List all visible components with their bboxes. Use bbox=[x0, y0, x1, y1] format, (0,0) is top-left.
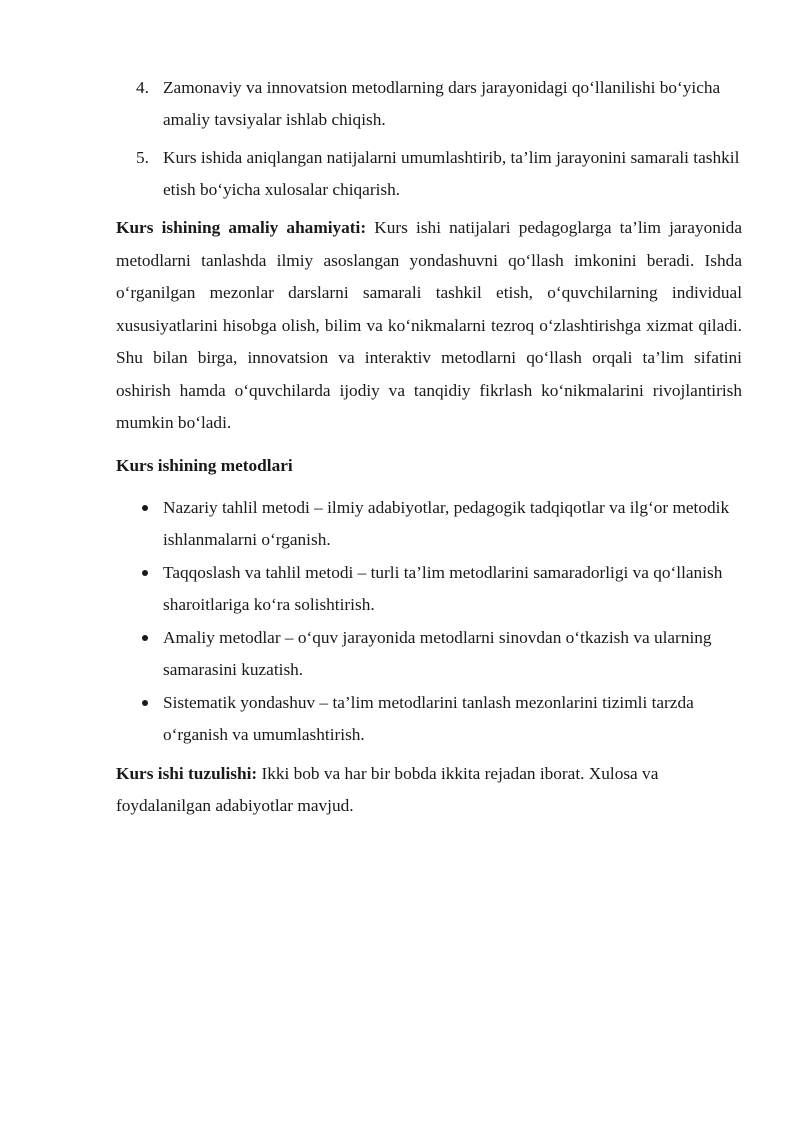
list-item bbox=[116, 687, 742, 751]
method-text: Amaliy metodlar – o‘quv jarayonida metodlarni sinovdan o‘tkazish va ularning samarasini kuzatish. bbox=[163, 627, 712, 679]
item-number: 4. bbox=[136, 78, 149, 97]
method-text: Taqqoslash va tahlil metodi – turli ta’lim metodlarini samaradorligi va qo‘llanish sharoitlariga ko‘ra solishtirish. bbox=[163, 562, 723, 614]
method-text: Nazariy tahlil metodi – ilmiy adabiyotlar, pedagogik tadqiqotlar va ilg‘or metodik ishlanmalarni o‘rganish. bbox=[163, 497, 730, 549]
methods-list bbox=[116, 492, 742, 751]
practical-significance-label: Kurs ishining amaliy ahamiyati: bbox=[116, 218, 367, 237]
practical-significance-paragraph bbox=[116, 212, 742, 440]
structure-text: Ikki bob va har bir bobda ikkita rejadan iborat. Xulosa va foydalanilgan adabiyotlar mavjud. bbox=[116, 763, 659, 815]
document-page bbox=[116, 72, 742, 823]
bullet-icon bbox=[142, 570, 148, 576]
methods-heading: Kurs ishining metodlari bbox=[116, 455, 293, 475]
bullet-icon bbox=[142, 700, 148, 706]
structure-paragraph bbox=[116, 758, 742, 823]
list-item bbox=[116, 622, 742, 686]
list-item bbox=[116, 72, 742, 136]
practical-significance-text: Kurs ishi natijalari pedagoglarga ta’lim jarayonida metodlarni tanlashda ilmiy asoslangan yondashuvni qo‘llash imkonini beradi. Ishda o‘rganilgan mezonlar darslarni samarali tashkil etish, o‘quvchilarning individual xususiyatlarini hisobga olish, bilim va ko‘nikmalarni tezroq o‘zlashtirishga xizmat qiladi. Shu bilan birga, innovatsion va interaktiv metodlarni qo‘llash orqali ta’lim sifatini oshirish hamda o‘quvchilarda ijodiy va tanqidiy fikrlash ko‘nikmalarini rivojlantirish mumkin bo‘ladi. bbox=[116, 218, 742, 432]
bullet-icon bbox=[142, 635, 148, 641]
list-item bbox=[116, 557, 742, 621]
bullet-icon bbox=[142, 505, 148, 511]
list-item bbox=[116, 142, 742, 206]
item-text: Zamonaviy va innovatsion metodlarning dars jarayonidagi qo‘llanilishi bo‘yicha amaliy tavsiyalar ishlab chiqish. bbox=[163, 78, 721, 129]
method-text: Sistematik yondashuv – ta’lim metodlarini tanlash mezonlarini tizimli tarzda o‘rganish va umumlashtirish. bbox=[163, 692, 694, 744]
numbered-list bbox=[116, 72, 742, 206]
list-item bbox=[116, 492, 742, 556]
item-number: 5. bbox=[136, 148, 149, 167]
structure-label: Kurs ishi tuzulishi: bbox=[116, 763, 258, 783]
item-text: Kurs ishida aniqlangan natijalarni umumlashtirib, ta’lim jarayonini samarali tashkil etish bo‘yicha xulosalar chiqarish. bbox=[163, 148, 740, 199]
